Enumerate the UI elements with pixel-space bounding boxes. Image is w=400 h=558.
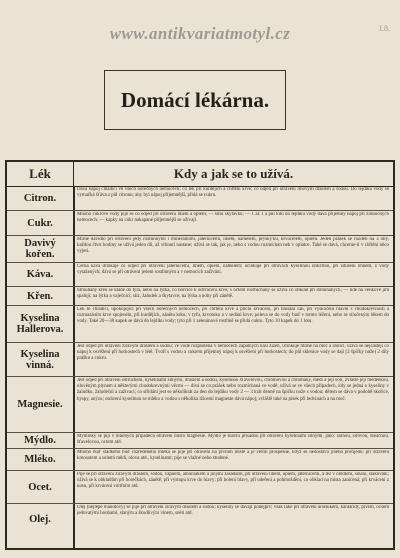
page-title: Domácí lékárna. — [120, 87, 270, 112]
remedy-name: Kyselina vinná. — [20, 348, 60, 371]
remedy-name: Cukr. — [27, 217, 53, 229]
page-reference: I.8. — [379, 24, 390, 33]
table-row — [7, 306, 393, 343]
header-usage: Kdy a jak se to užívá. — [173, 166, 294, 181]
remedy-description: Mírně dávidlo při otrávení jedy rostlinnými i minerálními, jaternicemi, líhem, námelem, prysky'ku, krvocelem, opiem. Jeden prášek se rozdělí na 3 díly, každou čtvrt hodiny se užívá jeden díl, až vrhnutí nastane; užívá se tak, jak je, nebo s vodou rozmíchán neb v oplatce. Také se dává, chceme-li v chřtění něco vyjeti. — [77, 237, 389, 255]
table-row — [7, 471, 393, 504]
table-row — [7, 287, 393, 306]
remedy-name: Olej. — [29, 514, 51, 525]
remedy-name: Křen. — [27, 290, 53, 302]
table-row — [7, 504, 393, 535]
remedies-table — [5, 160, 395, 550]
remedy-name: Kyselina Hallerova. — [16, 313, 64, 335]
remedy-description: Strouhaný křen se klade do týla, nebo na lýtka, co hořčice k odvrácení krve; s octem rozmíchaný se užívá co obklad při strouhaných; — lidé na venkově jím spalují; na lýtka a vaječnici, sliz, žaludek a škytavce; na lýtka a nohy při zánětě. — [77, 288, 389, 300]
remedy-description: Černá káva drinkaje co odjed při otrávení jaternicemi, líhem, opiem, námelem; účinkuje při otravách kyselinou uhličitou, při zdušení ohněm, z vody vytažených; dává se při otrávení jedem rostlinným a v nemocích zažívání. — [77, 264, 389, 276]
remedy-description: Mnoho buď sladkého buď rozředěného mléka se pije při otrávení na prvním místě a je velmi prospěšné, když se nedostává jiného protijedu; při otrávení kreosotem a solemi mědi, olova atd., kyselinami; pije se vlažné nebo studené. — [77, 450, 389, 462]
remedy-name: Mléko. — [24, 454, 56, 465]
table-row — [7, 211, 393, 236]
remedy-name: Mýdlo. — [24, 435, 56, 446]
remedy-description: Mydlinky se pijí v mnohých případech otrávení místo magnesie. Mýdlo je hlavní přísadou při otrávení kyselinami silnými, jako: solnou, sírovou, dusičnou, šťavelovou, octem atd. — [77, 434, 389, 446]
header-remedy: Lék — [7, 162, 74, 186]
table-row — [7, 236, 393, 263]
remedy-name: Citron. — [23, 192, 57, 204]
table-row — [7, 433, 393, 449]
table-row — [7, 449, 393, 471]
remedy-name: Ocet. — [28, 481, 52, 493]
table-row — [7, 186, 393, 211]
table-row — [7, 263, 393, 287]
remedy-description: Jest odjed při otrávení žíravým draslem a sodou; ve vodě rozpuštěná v nemocech zápalných hasí žízeň, účinkuje mírně na moč a stolici, užívá se nejčastěji co nápoj k osvěžení při horkostech v létě. Tvoří s vodou a cukrem příjemný nápoj k osvěžení při horkostech; do půl sklenice vody se dají (2 špičky nože) 2 díly prášku a cukru. — [77, 344, 389, 362]
title-box — [104, 70, 286, 130]
remedy-description: Olej (nejlépe mandlový) se pije při otrávení žíravým draslem a sodou; kyseliny se dávají ponejprv; však také při otrávení arsenikem, kantaridy, pivem, ovšem jedovatými houbami, slaným a škodlivým vínem, sněti atd. — [77, 505, 389, 517]
remedy-description: Mnoho cukrové vody pije se co odjed při otrávení líhem a oplem; — stroi škytavku; — 1 až 1 a půl lotu do lejdíku vody dává příjemný nápoj při zimničných nemocech; — kapky na cukr nakapané příjemnější se užívají. — [77, 212, 389, 224]
remedy-description: Jest odjed při otrávení ostruchem, kyselinami silnými, draslem a sodou, kyselinou šťavelovou, chromovou a chromany, mědí a její solí, zvláště její měděnkou, olověným plynem a některými chudokrevnými věcmi — dívá se co prášek nebo rozmíchaná ve vodě; užívá se ve všech případech, kdy se jedná o kyseliny v žaludku, žaludeční a zažívací; co střídání jest se několikrát za den do lejdíku vody 2 — 3 krát denně na špičku nože s vodou; dětem se dává v podobě skořice, hyspy, anýzu; otrávení kyselinou se mléko a vodou s několika lžícemi magnesie dává nápoj; zvláště také na písek při ledvinách a na moč. — [77, 378, 389, 402]
table-row — [7, 377, 393, 433]
remedy-name: Magnesie. — [17, 399, 63, 410]
remedy-name: Káva. — [26, 269, 54, 280]
table-header — [7, 162, 393, 187]
table-row — [7, 343, 393, 377]
remedy-description: Lék to chladicí, upokojující při všech horečných nemocech, při chřtění krve a plicní krvácení, při hnisání ran, při vyskočení hlavní s chudokrevností a rozmazáním krve spojeném, při kurdějích, zánětu krku; v tyfu, krvotoku a v sedání krve; poleva se do vody buď v tomto léčení, nebo se stlučeným lékem do vody. Také 20—30 kapek se dává do lejdíku vody; tyto při 1 zeleninové rostlině se přidá cukru. Tyto 10 kapek do 1 lotu. — [77, 307, 389, 325]
remedy-description: Dává nápoj chladicí ve všech horečných nemocech; co lék při kurdějích a chřtění krve; co odjed při otrávení lihovým draslem a sodou. Do lejdíku vody se vymačká šťáva z půl citronu; aby byl nápoj příjemnější, přidá se cukru. — [77, 187, 389, 199]
remedy-description: Pije se při otrávení žíravým draslem, sodou, vápnem, amoniakem a jinými zásadami, při otrávení líhem, opiem, jaternicemi, a též v omdlení, sinání, šlakování; užívá se k obkladům při horečkách, zánětě; při výstupu krve do hlavy; při bolení hlavy, při udeření a pohmoždění, co obklad na místa zanícená; při krvácení z nosu, při krvácení vnitřním atd. — [77, 472, 389, 490]
watermark-text: www.antikvariatmotyl.cz — [109, 24, 291, 43]
remedy-name: Davivý kořen. — [24, 238, 56, 260]
